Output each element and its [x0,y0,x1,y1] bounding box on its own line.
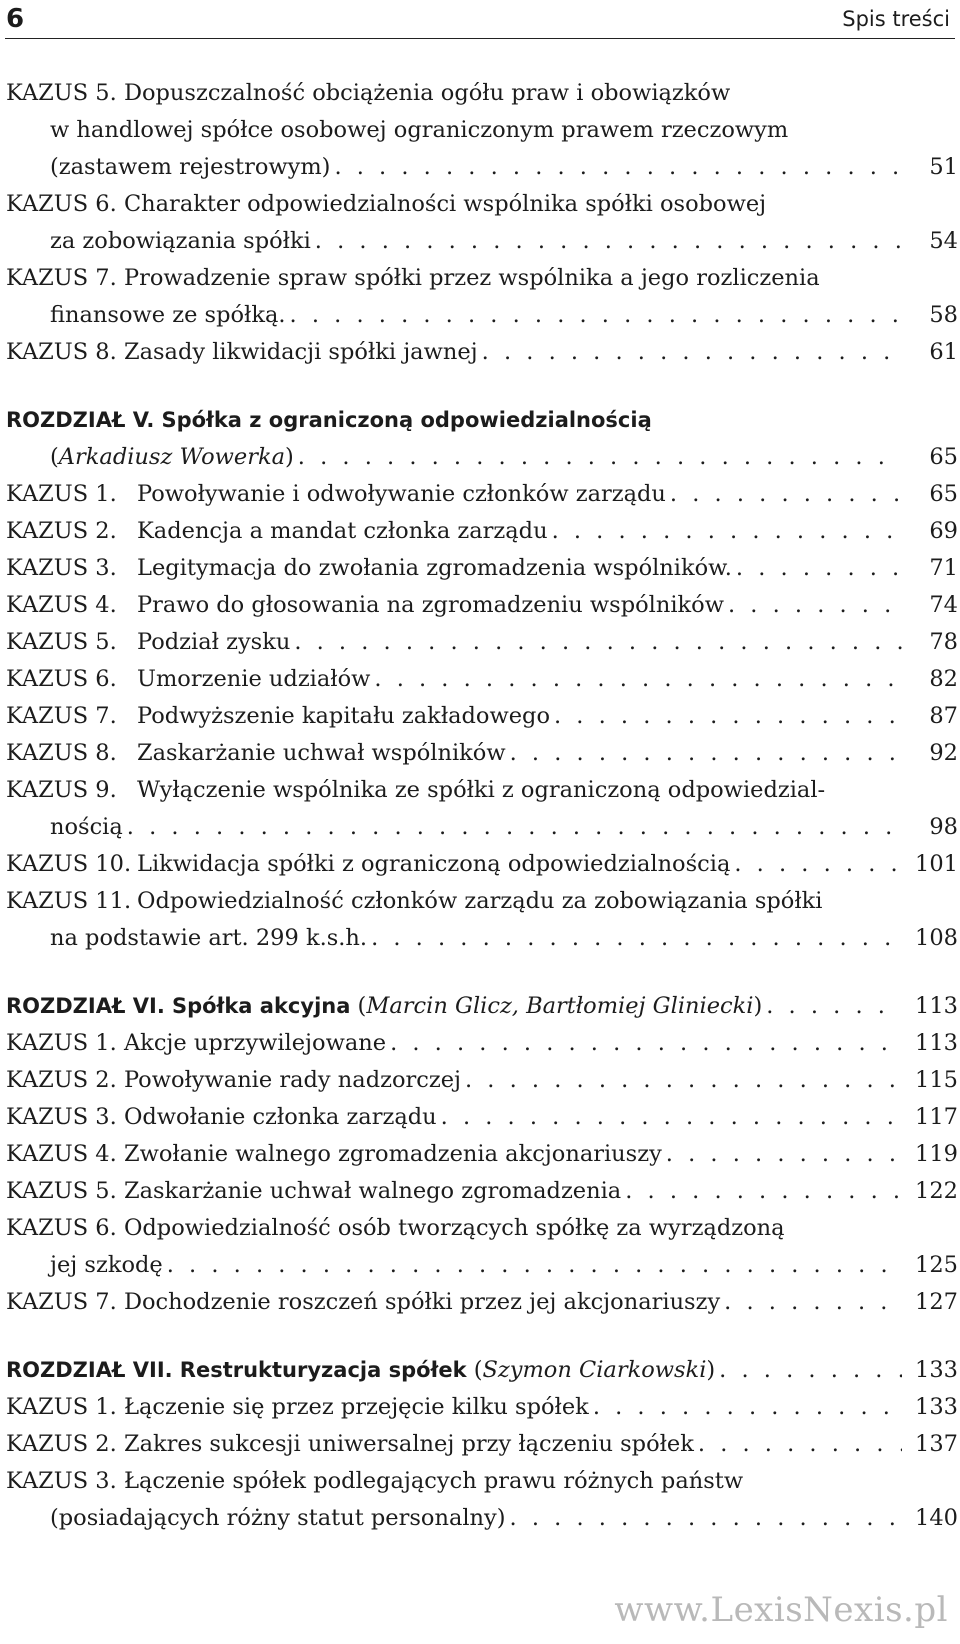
dot-leader [720,1284,902,1321]
dot-leader [548,513,902,550]
entry-line [6,334,958,371]
entry-line [6,223,958,260]
toc-entry [6,334,958,371]
toc-entry [6,1426,958,1463]
entry-line [6,920,958,957]
case-label: KAZUS 7. [6,265,117,291]
entry-text [6,334,478,371]
toc-entry [6,624,958,661]
dot-leader [367,920,902,957]
case-label: KAZUS 7. [6,1289,117,1315]
dot-leader [762,988,902,1025]
page-ref: 117 [915,1104,958,1130]
entry-line [6,476,958,513]
page-ref: 71 [929,555,958,581]
page-ref: 108 [915,925,958,951]
toc-entry [6,1389,958,1426]
chapter-title: Spółka akcyjna [171,994,351,1018]
toc-entry [6,1025,958,1062]
entry-line [6,1025,958,1062]
chapter5-block [6,402,958,957]
case-title-line: finansowe ze spółką. [50,302,286,328]
toc-entry [6,1136,958,1173]
entry-line [6,260,958,297]
entry-text [6,1426,694,1463]
entry-line [6,186,958,223]
dot-leader [290,624,902,661]
case-label: KAZUS 9. [6,777,117,803]
case-label: KAZUS 10. [6,851,132,877]
case-label: KAZUS 4. [6,592,117,618]
case-title-line: Zaskarżanie uchwał walnego zgromadzenia [123,1178,622,1204]
case-label: KAZUS 6. [6,191,117,217]
entry-text [6,1062,461,1099]
toc-entry [6,1099,958,1136]
chapter-author: Arkadiusz Wowerka [58,444,286,470]
entry-line [6,550,958,587]
entry-text: ROZDZIAŁ VII. Restrukturyzacja spółek (Szymon Ciarkowski) [6,1357,716,1383]
toc-entry [6,587,958,624]
entry-line [6,1210,958,1247]
case-label: KAZUS 1. [6,481,117,507]
toc-entry [6,513,958,550]
case-title-line: Powoływanie i odwoływanie członków zarządu [137,481,666,507]
entry-text [50,1247,163,1284]
case-title-line: Kadencja a mandat członka zarządu [137,518,548,544]
case-label: KAZUS 3. [6,1468,117,1494]
dot-leader [294,439,902,476]
case-title-line: Prawo do głosowania na zgromadzeniu wspólników [137,592,724,618]
dot-leader [506,1500,902,1537]
page-header [0,0,960,40]
case-label: KAZUS 8. [6,740,117,766]
entry-text [50,1500,506,1537]
toc-entry [6,883,958,957]
entry-line [6,735,958,772]
chapter-title: Restrukturyzacja spółek [179,1358,467,1382]
page-ref: 127 [915,1289,958,1315]
case-label: KAZUS 4. [6,1141,117,1167]
case-title-line: Podwyższenie kapitału zakładowego [137,703,550,729]
entry-line [6,1099,958,1136]
publisher-watermark: www.LexisNexis.pl [614,1590,948,1630]
page-ref: 65 [929,444,958,470]
entry-line [6,1500,958,1537]
page-ref: 113 [915,1030,958,1056]
dot-leader [550,698,902,735]
case-title-line: Akcje uprzywilejowane [123,1030,387,1056]
entry-line [6,1389,958,1426]
page-ref: 115 [915,1067,958,1093]
page-ref: 74 [929,592,958,618]
case-label: KAZUS 5. [6,1178,117,1204]
case-label: KAZUS 2. [6,518,117,544]
page-ref: 61 [929,339,958,365]
entry-text [6,550,732,587]
case-title-line: Umorzenie udziałów [137,666,371,692]
page-ref: 98 [929,814,958,840]
entry-line [6,624,958,661]
case-title-line: Likwidacja spółki z ograniczoną odpowiedzialnością [137,851,731,877]
entry-line [6,439,958,476]
case-title-line: Dopuszczalność obciążenia ogółu praw i obowiązków [123,80,731,106]
case-title-line: Powoływanie rady nadzorczej [123,1067,461,1093]
entry-text [6,1389,589,1426]
case-label: KAZUS 8. [6,339,117,365]
toc-entry [6,1284,958,1321]
entry-line [6,149,958,186]
page-ref: 113 [915,993,958,1019]
case-label: KAZUS 6. [6,666,117,692]
toc-entry [6,698,958,735]
dot-leader [437,1099,902,1136]
entry-line [6,1284,958,1321]
entry-text [50,149,330,186]
dot-leader [621,1173,902,1210]
case-label: KAZUS 1. [6,1394,117,1420]
dot-leader [506,735,902,772]
case-title-line: (zastawem rejestrowym) [50,154,331,180]
toc-entry [6,661,958,698]
table-of-contents [6,75,958,1537]
toc-entry [6,186,958,260]
entry-text [6,661,370,698]
toc-entry [6,1463,958,1537]
entry-line [6,297,958,334]
entry-text [50,297,286,334]
entry-line [6,846,958,883]
case-label: KAZUS 5. [6,629,117,655]
entry-text [6,513,548,550]
chapter-author: Szymon Ciarkowski [482,1357,707,1383]
case-title-line: Podział zysku [137,629,291,655]
entry-text [50,920,367,957]
running-head: Spis treści [842,7,950,31]
page-ref: 65 [929,481,958,507]
chapter6-block [6,988,958,1321]
page-ref: 78 [929,629,958,655]
entry-text [6,191,766,217]
dot-leader [123,809,902,846]
case-title-line: Odwołanie członka zarządu [123,1104,437,1130]
dot-leader [715,1352,902,1389]
dot-leader [386,1025,902,1062]
entry-text: ROZDZIAŁ VI. Spółka akcyjna (Marcin Glicz, Bartłomiej Gliniecki) [6,993,763,1019]
case-label: KAZUS 5. [6,80,117,106]
case-label: KAZUS 7. [6,703,117,729]
page-ref: 125 [915,1252,958,1278]
entry-text [50,809,123,846]
chapter-heading [6,402,958,476]
dot-leader [478,334,902,371]
entry-text [6,1215,785,1241]
chapter-heading [6,988,958,1025]
page-ref: 69 [929,518,958,544]
toc-entry [6,846,958,883]
sec4-tail-list [6,75,958,371]
page-ref: 137 [915,1431,958,1457]
dot-leader [732,550,902,587]
entry-line [6,1062,958,1099]
page-ref: 58 [929,302,958,328]
entry-text [6,1099,437,1136]
page-ref: 51 [929,154,958,180]
entry-text [6,888,822,914]
entry-line [6,112,958,149]
chapter-label: ROZDZIAŁ VII. [6,1358,173,1382]
toc-entry [6,1062,958,1099]
case-label: KAZUS 6. [6,1215,117,1241]
toc-entry [6,772,958,846]
case-title-line: za zobowiązania spółki [50,228,311,254]
case-title-line: Wyłączenie wspólnika ze spółki z ograniczoną odpowiedzial- [137,777,826,803]
chapter-title: Spółka z ograniczoną odpowiedzialnością [161,408,652,432]
case-title-line: Zakres sukcesji uniwersalnej przy łączeniu spółek [123,1431,694,1457]
dot-leader [163,1247,902,1284]
entry-text [6,1284,720,1321]
page-ref: 140 [915,1505,958,1531]
entry-text [6,1468,743,1494]
entry-text [6,698,550,735]
page-ref: 92 [929,740,958,766]
case-title-line: Zaskarżanie uchwał wspólników [137,740,506,766]
case-title-line: w handlowej spółce osobowej ograniczonym prawem rzeczowym [50,117,789,143]
entry-line [6,1463,958,1500]
toc-entry [6,735,958,772]
case-title-line: Zwołanie walnego zgromadzenia akcjonariuszy [123,1141,662,1167]
entry-text [6,1025,386,1062]
entry-text: (Arkadiusz Wowerka) [50,444,294,470]
dot-leader [730,846,902,883]
dot-leader [694,1426,902,1463]
entry-line [6,661,958,698]
case-title-line: Łączenie się przez przejęcie kilku spółek [123,1394,589,1420]
case-label: KAZUS 2. [6,1067,117,1093]
entry-line [6,698,958,735]
page-ref: 101 [915,851,958,877]
case-title-line: Zasady likwidacji spółki jawnej [123,339,478,365]
page-ref: 82 [929,666,958,692]
dot-leader [724,587,902,624]
page-ref: 122 [915,1178,958,1204]
entry-line [6,1352,958,1389]
entry-line [6,75,958,112]
page-number: 6 [6,4,25,34]
dot-leader [330,149,902,186]
entry-line [6,988,958,1025]
entry-text [6,265,820,291]
case-title-line: Prowadzenie spraw spółki przez wspólnika a jego rozliczenia [123,265,820,291]
entry-text [6,1173,621,1210]
entry-text [6,624,290,661]
case-label: KAZUS 3. [6,555,117,581]
case-title-line: Charakter odpowiedzialności wspólnika spółki osobowej [123,191,767,217]
case-title-line: Łączenie spółek podlegających prawu różnych państw [123,1468,744,1494]
chapter-label: ROZDZIAŁ VI. [6,994,165,1018]
case-label: KAZUS 11. [6,888,132,914]
toc-entry [6,1210,958,1284]
dot-leader [666,476,902,513]
chapter-author: Marcin Glicz, Bartłomiej Gliniecki [366,993,754,1019]
entry-line [6,1136,958,1173]
case-title-line: Odpowiedzialność członków zarządu za zobowiązania spółki [137,888,823,914]
entry-line [6,1173,958,1210]
chapter7-block [6,1352,958,1537]
page-ref: 133 [915,1394,958,1420]
case-label: KAZUS 3. [6,1104,117,1130]
toc-entry [6,75,958,186]
case-label: KAZUS 1. [6,1030,117,1056]
case-title-line: na podstawie art. 299 k.s.h. [50,925,368,951]
toc-entry [6,260,958,334]
dot-leader [662,1136,902,1173]
case-title-line: jej szkodę [50,1252,163,1278]
toc-entry [6,476,958,513]
page-ref: 133 [915,1357,958,1383]
case-label: KAZUS 2. [6,1431,117,1457]
entry-line [6,513,958,550]
page-ref: 119 [915,1141,958,1167]
chapter-heading [6,1352,958,1389]
entry-text [6,587,724,624]
entry-text [6,777,825,803]
dot-leader [286,297,902,334]
entry-text [50,223,311,260]
dot-leader [370,661,902,698]
entry-text [6,846,730,883]
dot-leader [311,223,902,260]
toc-entry [6,550,958,587]
entry-text [50,117,788,143]
case-title-line: Odpowiedzialność osób tworzących spółkę za wyrządzoną [123,1215,785,1241]
entry-text [6,1136,662,1173]
page-ref: 87 [929,703,958,729]
toc-entry [6,1173,958,1210]
entry-line [6,1247,958,1284]
entry-line [6,772,958,809]
dot-leader [589,1389,902,1426]
entry-line [6,883,958,920]
page-ref: 54 [929,228,958,254]
entry-line [6,587,958,624]
entry-text [6,80,730,106]
chapter-label: ROZDZIAŁ V. [6,408,155,432]
case-title-line: Dochodzenie roszczeń spółki przez jej akcjonariuszy [123,1289,721,1315]
entry-text [6,476,666,513]
entry-line [6,402,958,439]
case-title-line: nością [50,814,123,840]
case-title-line: (posiadających różny statut personalny) [50,1505,506,1531]
header-rule [5,38,955,39]
case-title-line: Legitymacja do zwołania zgromadzenia wspólników. [137,555,732,581]
dot-leader [461,1062,902,1099]
entry-text [6,735,506,772]
entry-line [6,1426,958,1463]
entry-line [6,809,958,846]
